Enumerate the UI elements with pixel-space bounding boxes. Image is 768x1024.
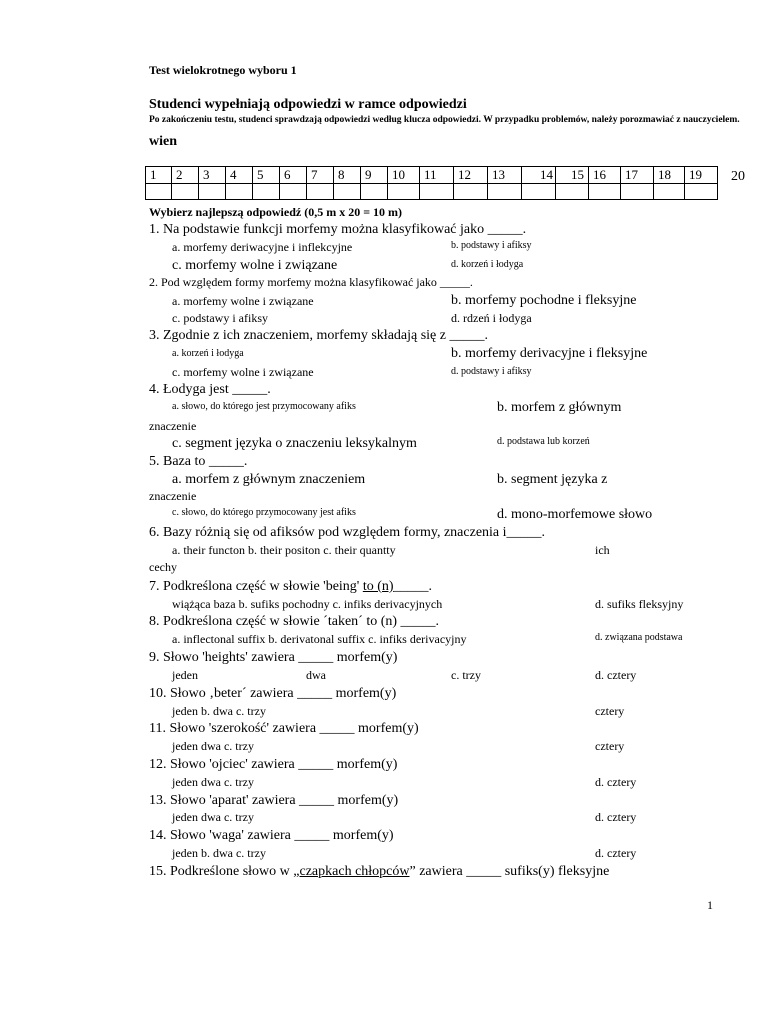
answer-cell[interactable] [361, 184, 388, 200]
options-abc: jeden dwa c. trzy [172, 810, 254, 824]
answer-cell[interactable] [454, 184, 488, 200]
grid-cell: 5 [253, 167, 280, 184]
options-abc: jeden dwa c. trzy [172, 775, 254, 789]
option-c: c. morfemy wolne i związane [172, 365, 314, 379]
option-d: d. cztery [595, 846, 637, 860]
grid-cell: 18 [654, 167, 685, 184]
text-fragment: wien [149, 134, 177, 149]
grid-cell: 16 [589, 167, 621, 184]
question-11: 11. Słowo 'szerokość' zawiera _____ morfem(y) [149, 721, 419, 736]
options-abc: jeden dwa c. trzy [172, 739, 254, 753]
option-c: c. podstawy i afiksy [172, 311, 268, 325]
grid-cell: 12 [454, 167, 488, 184]
answer-cell[interactable] [685, 184, 718, 200]
question-9: 9. Słowo 'heights' zawiera _____ morfem(y) [149, 650, 398, 665]
grid-cell: 11 [420, 167, 454, 184]
option-b: b. podstawy i afiksy [451, 240, 532, 251]
options-abc: a. their functon b. their positon c. their quantty [172, 543, 396, 557]
option-c: c. segment języka o znaczeniu leksykalnym [172, 436, 417, 451]
option-a: jeden [172, 668, 198, 682]
instruction-text: Po zakończeniu testu, studenci sprawdzają odpowiedzi według klucza odpowiedzi. W przypadku problemów, należy porozmawiać z nauczycielem. [149, 115, 740, 125]
option-d: d. cztery [595, 775, 637, 789]
option-c: c. morfemy wolne i związane [172, 258, 338, 273]
answer-cell[interactable] [654, 184, 685, 200]
section-heading: Studenci wypełniają odpowiedzi w ramce odpowiedzi [149, 97, 467, 112]
answer-grid-blank-row [146, 184, 718, 200]
answer-cell[interactable] [199, 184, 226, 200]
answer-cell[interactable] [253, 184, 280, 200]
option-a: a. morfem z głównym znaczeniem [172, 472, 366, 487]
test-title: Test wielokrotnego wyboru 1 [149, 63, 297, 77]
answer-cell[interactable] [226, 184, 253, 200]
option-d: d. podstawa lub korzeń [497, 436, 590, 447]
option-c: c. słowo, do którego przymocowany jest afiks [172, 507, 356, 518]
option-d: d. rdzeń i łodyga [451, 311, 532, 325]
question-13: 13. Słowo 'aparat' zawiera _____ morfem(y) [149, 793, 399, 808]
option-b: b. morfem z głównym [497, 400, 622, 415]
options-abc: a. inflectonal suffix b. derivatonal suffix c. infiks derivacyjny [172, 632, 467, 646]
answer-cell[interactable] [621, 184, 654, 200]
option-d: d. związana podstawa [595, 632, 683, 643]
grid-cell: 19 [685, 167, 718, 184]
question-5: 5. Baza to _____. [149, 454, 248, 469]
option-d: d. mono-morfemowe słowo [497, 507, 653, 522]
grid-cell: 3 [199, 167, 226, 184]
option-a: a. korzeń i łodyga [172, 348, 244, 359]
question-15 [149, 865, 609, 879]
question-1: 1. Na podstawie funkcji morfemy można klasyfikować jako _____. [149, 222, 527, 237]
option-a: a. morfemy wolne i związane [172, 294, 314, 308]
question-14: 14. Słowo 'waga' zawiera _____ morfem(y) [149, 828, 394, 843]
page-number: 1 [707, 898, 713, 912]
option-b: b. morfemy pochodne i fleksyjne [451, 293, 637, 308]
grid-cell: 10 [388, 167, 420, 184]
question-7-blank: _____. [393, 579, 433, 594]
option-d-continuation: cechy [149, 560, 177, 574]
option-b: dwa [306, 668, 326, 682]
option-d: cztery [595, 739, 625, 753]
answer-grid-numbers-row [146, 167, 718, 184]
question-10: 10. Słowo ‚beter´ zawiera _____ morfem(y) [149, 686, 397, 701]
answer-cell[interactable] [556, 184, 589, 200]
option-b: b. segment języka z [497, 472, 608, 487]
question-7-underlined: to (n) [362, 579, 394, 594]
question-7-text: 7. Podkreślona część w słowie 'being' [149, 579, 363, 594]
option-d: ich [595, 543, 610, 557]
question-15-rest: ” zawiera _____ sufiks(y) fleksyjne [409, 864, 610, 879]
answer-grid [145, 166, 718, 200]
grid-cell: 7 [307, 167, 334, 184]
question-2: 2. Pod względem formy morfemy można klasyfikować jako _____. [149, 275, 473, 289]
grid-cell: 17 [621, 167, 654, 184]
question-4: 4. Łodyga jest _____. [149, 382, 271, 397]
grid-cell: 2 [172, 167, 199, 184]
question-12: 12. Słowo 'ojciec' zawiera _____ morfem(y) [149, 757, 398, 772]
answer-cell[interactable] [146, 184, 172, 200]
answer-cell[interactable] [388, 184, 420, 200]
grid-cell: 8 [334, 167, 361, 184]
option-d: d. cztery [595, 668, 637, 682]
option-d: cztery [595, 704, 625, 718]
question-6: 6. Bazy różnią się od afiksów pod względem formy, znaczenia i_____. [149, 525, 546, 540]
grid-cell: 13 [488, 167, 522, 184]
answer-cell[interactable] [420, 184, 454, 200]
grid-cell: 14 [522, 167, 556, 184]
options-abc: jeden b. dwa c. trzy [172, 846, 266, 860]
option-a: a. morfemy deriwacyjne i inflekcyjne [172, 240, 353, 254]
question-15-text: 15. Podkreślone słowo w „ [149, 864, 300, 879]
grid-cell: 6 [280, 167, 307, 184]
question-8: 8. Podkreślona część w słowie ´taken´ to (n) _____. [149, 614, 440, 629]
grid-cell: 15 [556, 167, 589, 184]
answer-cell[interactable] [307, 184, 334, 200]
option-d: d. korzeń i łodyga [451, 259, 524, 270]
options-abc: wiążąca baza b. sufiks pochodny c. infiks derivacyjnych [172, 597, 443, 611]
grid-cell: 9 [361, 167, 388, 184]
option-d: d. cztery [595, 810, 637, 824]
answer-cell[interactable] [280, 184, 307, 200]
answer-cell[interactable] [488, 184, 522, 200]
answer-cell[interactable] [334, 184, 361, 200]
question-3: 3. Zgodnie z ich znaczeniem, morfemy składają się z _____. [149, 328, 488, 343]
option-c: c. trzy [451, 668, 481, 682]
answer-cell[interactable] [522, 184, 556, 200]
options-abc: jeden b. dwa c. trzy [172, 704, 266, 718]
question-15-underlined: czapkach chłopców [299, 864, 410, 879]
grid-cell: 1 [146, 167, 172, 184]
answer-cell[interactable] [172, 184, 199, 200]
option-d: d. sufiks fleksyjny [595, 597, 684, 611]
option-d: d. podstawy i afiksy [451, 366, 532, 377]
answer-cell[interactable] [589, 184, 621, 200]
option-b-continuation: znaczenie [149, 419, 197, 433]
option-b: b. morfemy derivacyjne i fleksyjne [451, 346, 648, 361]
option-b-continuation: znaczenie [149, 489, 197, 503]
grid-cell: 4 [226, 167, 253, 184]
option-a: a. słowo, do którego jest przymocowany afiks [172, 401, 356, 412]
task-instruction: Wybierz najlepszą odpowiedź (0,5 m x 20 = 10 m) [149, 205, 403, 219]
question-7 [149, 580, 432, 594]
grid-trailing-number: 20 [731, 169, 745, 184]
